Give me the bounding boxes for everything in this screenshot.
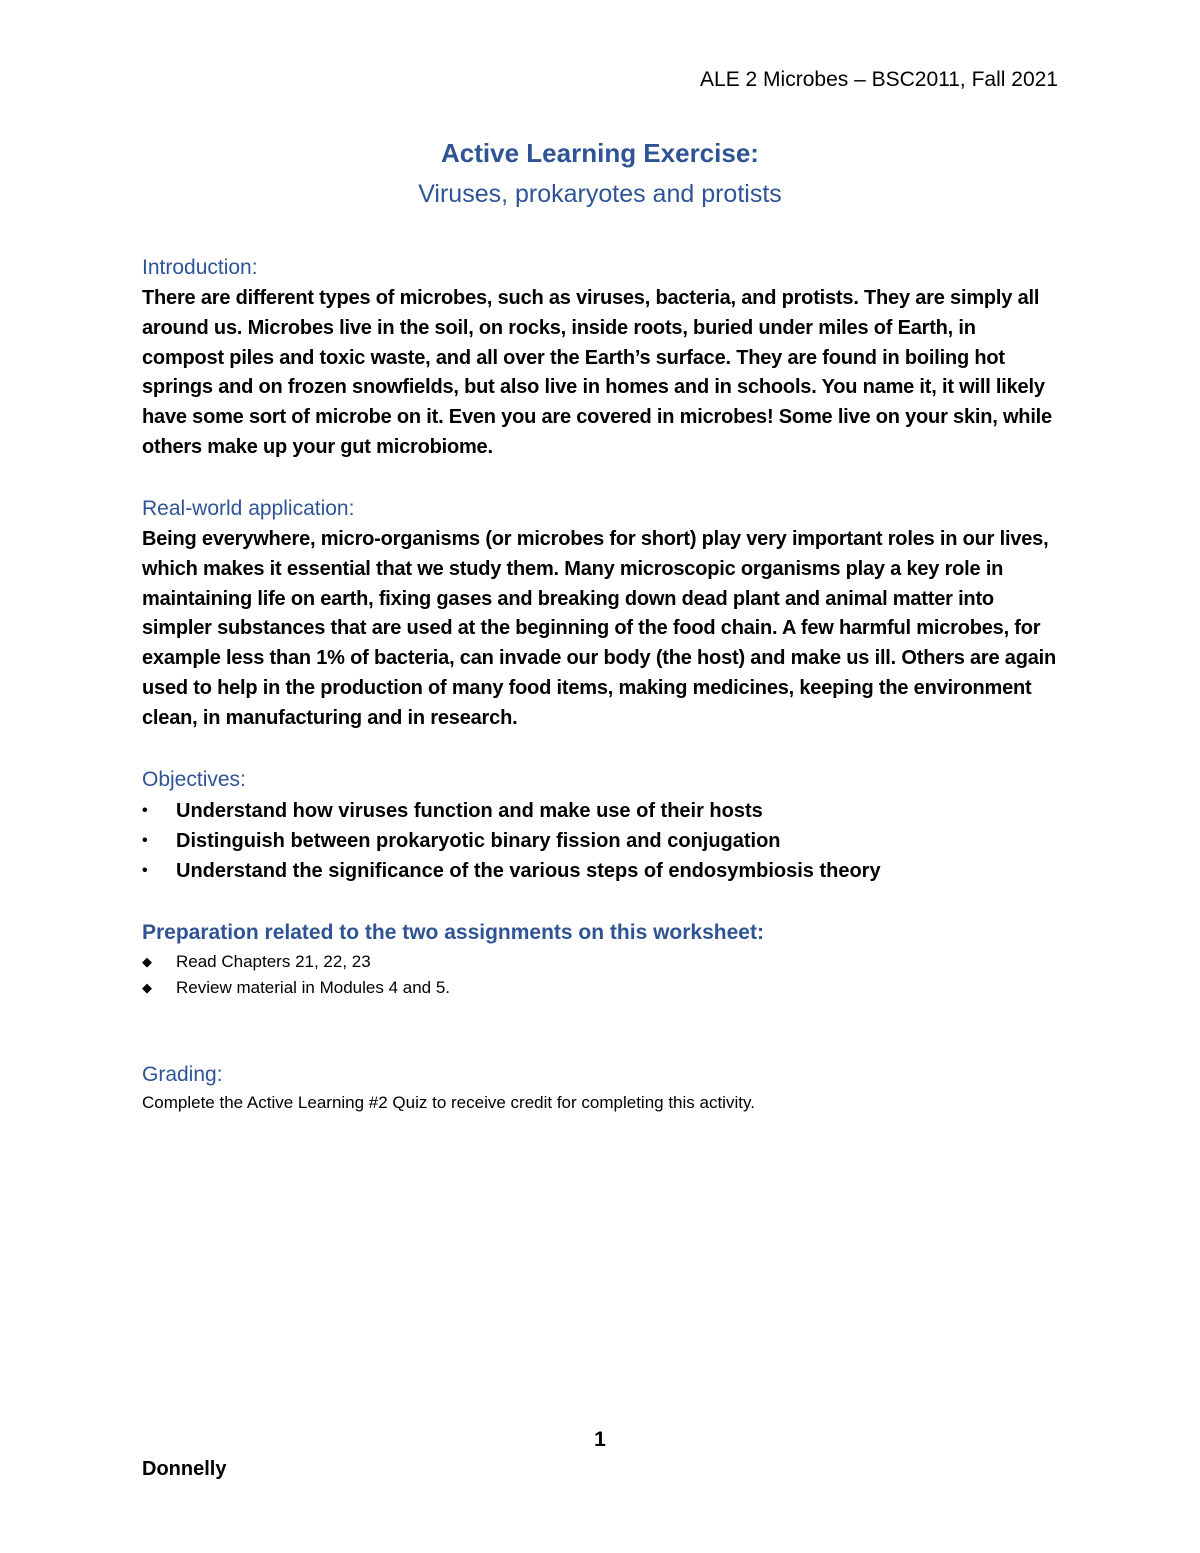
application-heading: Real-world application: bbox=[142, 497, 355, 520]
objective-text: Understand the significance of the various steps of endosymbiosis theory bbox=[176, 860, 881, 882]
page-number: 1 bbox=[594, 1428, 606, 1451]
preparation-text: Read Chapters 21, 22, 23 bbox=[176, 952, 371, 971]
bullet-icon: ◆ bbox=[142, 980, 152, 995]
grading-section bbox=[142, 1063, 1062, 1115]
objective-text: Understand how viruses function and make use of their hosts bbox=[176, 800, 763, 822]
bullet-icon: • bbox=[142, 832, 148, 849]
grading-heading: Grading: bbox=[142, 1063, 223, 1086]
application-section bbox=[142, 497, 1062, 734]
list-item bbox=[142, 975, 1062, 1001]
list-item bbox=[142, 856, 1062, 886]
header-course-line: ALE 2 Microbes – BSC2011, Fall 2021 bbox=[700, 68, 1058, 91]
preparation-list bbox=[142, 949, 1062, 1001]
preparation-text: Review material in Modules 4 and 5. bbox=[176, 978, 451, 997]
introduction-text: There are different types of microbes, such as viruses, bacteria, and protists. They are simply all around us. Microbes live in the soil, on rocks, inside roots, buried under miles of Earth, in compost piles and toxic waste, and all over the Earth’s surface. They are found in boiling hot springs and on frozen snowfields, but also live in homes and in schools. You name it, it will likely have some sort of microbe on it. Even you are covered in microbes! Some live on your skin, while others make up your gut microbiome. bbox=[142, 287, 1052, 458]
list-item bbox=[142, 796, 1062, 826]
footer-author: Donnelly bbox=[142, 1458, 227, 1480]
list-item bbox=[142, 826, 1062, 856]
preparation-heading: Preparation related to the two assignments on this worksheet: bbox=[142, 921, 764, 944]
application-text: Being everywhere, micro-organisms (or microbes for short) play very important roles in our lives, which makes it essential that we study them. Many microscopic organisms play a key role in maintaining life on earth, fixing gases and breaking down dead plant and animal matter into simpler substances that are used at the beginning of the food chain. A few harmful microbes, for example less than 1% of bacteria, can invade our body (the host) and make us ill. Others are again used to help in the production of many food items, making medicines, keeping the environment clean, in manufacturing and in research. bbox=[142, 528, 1057, 729]
objective-text: Distinguish between prokaryotic binary fission and conjugation bbox=[176, 830, 781, 852]
grading-text: Complete the Active Learning #2 Quiz to receive credit for completing this activity. bbox=[142, 1093, 755, 1112]
preparation-section bbox=[142, 921, 1062, 1001]
introduction-heading: Introduction: bbox=[142, 256, 258, 279]
objectives-list bbox=[142, 796, 1062, 886]
bullet-icon: • bbox=[142, 802, 148, 819]
objectives-heading: Objectives: bbox=[142, 768, 246, 791]
introduction-section bbox=[142, 256, 1062, 463]
bullet-icon: • bbox=[142, 862, 148, 879]
list-item bbox=[142, 949, 1062, 975]
bullet-icon: ◆ bbox=[142, 954, 152, 969]
objectives-section bbox=[142, 768, 1062, 886]
page-title: Active Learning Exercise: bbox=[441, 138, 759, 168]
page-subtitle: Viruses, prokaryotes and protists bbox=[418, 180, 782, 208]
